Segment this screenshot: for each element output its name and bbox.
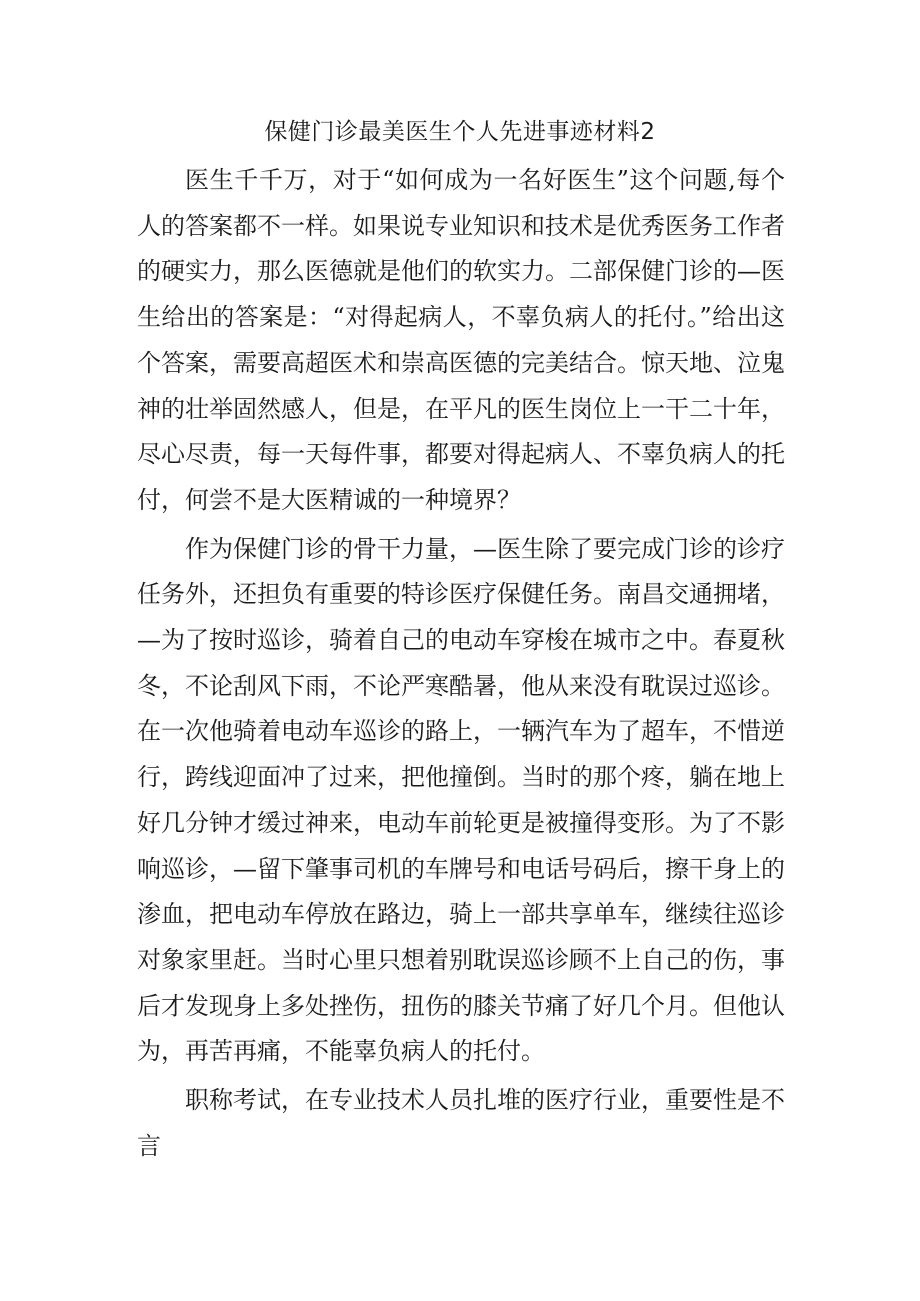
paragraph-1: 医生千千万，对于“如何成为一名好医生”这个问题,每个人的答案都不一样。如果说专业知识和技术是优秀医务工作者的硬实力，那么医德就是他们的软实力。二部保健门诊的—医生给出的答案是：“对得起病人，不辜负病人的托付。”给出这个答案，需要高超医术和崇高医德的完美结合。惊天地、泣鬼神的壮举固然感人，但是，在平凡的医生岗位上一干二十年，尽心尽责，每一天每件事，都要对得起病人、不辜负病人的托付，何尝不是大医精诚的一种境界？ (137, 166, 785, 514)
document-body (137, 158, 785, 1172)
document-title: 保健门诊最美医生个人先进事迹材料2 (264, 119, 656, 145)
paragraph-3: 职称考试，在专业技术人员扎堆的医疗行业，重要性是不言 (137, 1086, 785, 1160)
paragraph-2: 作为保健门诊的骨干力量，—医生除了要完成门诊的诊疗任务外，还担负有重要的特诊医疗保健任务。南昌交通拥堵，—为了按时巡诊，骑着自己的电动车穿梭在城市之中。春夏秋冬，不论刮风下雨，不论严寒酷暑，他从来没有耽误过巡诊。在一次他骑着电动车巡诊的路上，一辆汽车为了超车，不惜逆行，跨线迎面冲了过来，把他撞倒。当时的那个疼，躺在地上好几分钟才缓过神来，电动车前轮更是被撞得变形。为了不影响巡诊，—留下肇事司机的车牌号和电话号码后，擦干身上的渗血，把电动车停放在路边，骑上一部共享单车，继续往巡诊对象家里赶。当时心里只想着别耽误巡诊顾不上自己的伤，事后才发现身上多处挫伤，扭伤的膝关节痛了好几个月。但他认为，再苦再痛，不能辜负病人的托付。 (137, 534, 785, 1066)
